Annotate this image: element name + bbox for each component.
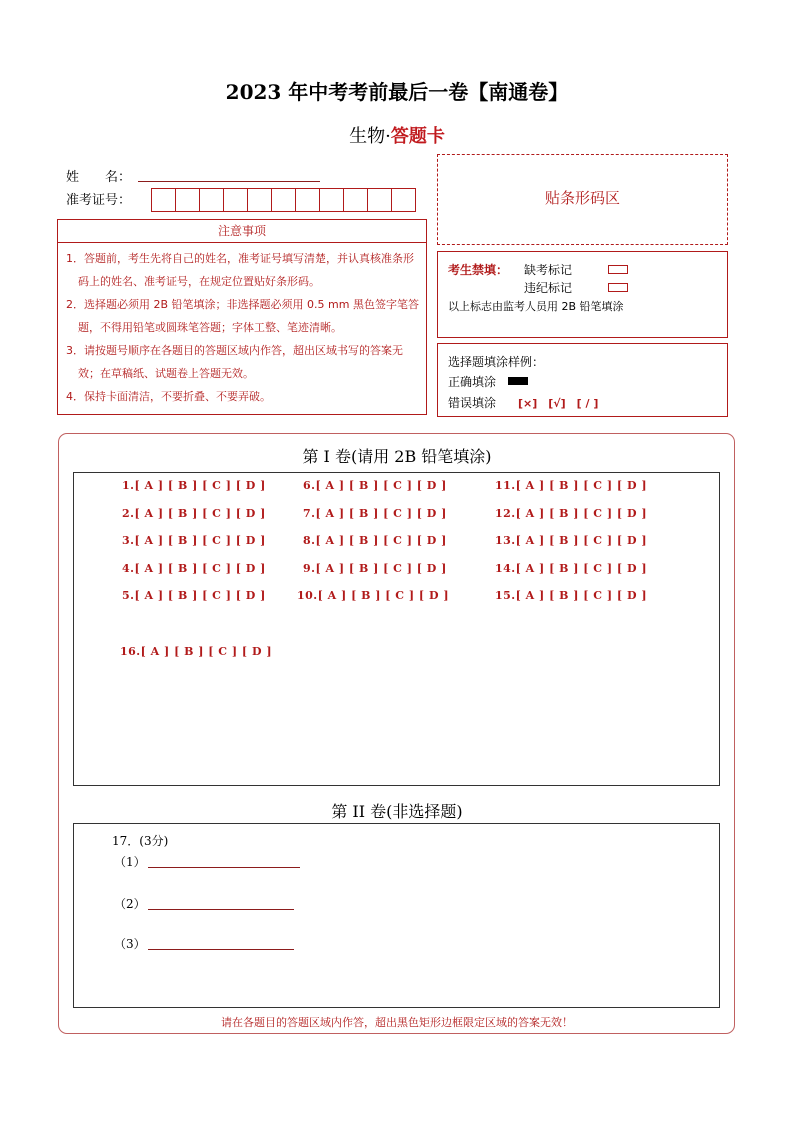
part1-title: 第 I 卷(请用 2B 铅笔填涂) bbox=[302, 447, 492, 466]
notice-item: 3．请按题号顺序在各题目的答题区域内作答，超出区域书写的答案无效；在草稿纸、试题卷上答题无效。 bbox=[66, 344, 403, 380]
id-digit-box[interactable] bbox=[199, 188, 224, 212]
choice-question[interactable]: 3.[ A ] [ B ] [ C ] [ D ] bbox=[122, 534, 266, 547]
page-subtitle bbox=[0, 122, 794, 148]
id-digit-box[interactable] bbox=[271, 188, 296, 212]
correct-fill-label: 正确填涂 bbox=[448, 375, 497, 389]
name-field[interactable] bbox=[138, 181, 320, 182]
id-digit-box[interactable] bbox=[223, 188, 248, 212]
wrong-fill-label: 错误填涂 bbox=[448, 396, 497, 410]
id-digit-box[interactable] bbox=[247, 188, 272, 212]
choice-question[interactable]: 14.[ A ] [ B ] [ C ] [ D ] bbox=[495, 562, 648, 575]
ban-label: 考生禁填： bbox=[448, 263, 509, 277]
blank-label: （2） bbox=[114, 897, 146, 911]
id-digit-box[interactable] bbox=[391, 188, 416, 212]
notice-panel bbox=[57, 219, 427, 415]
answer-card-label: 答题卡 bbox=[390, 126, 445, 147]
absent-label: 缺考标记 bbox=[524, 263, 573, 277]
choice-question[interactable]: 11.[ A ] [ B ] [ C ] [ D ] bbox=[495, 479, 648, 492]
choice-question[interactable]: 6.[ A ] [ B ] [ C ] [ D ] bbox=[303, 479, 447, 492]
page-title: 2023 年中考考前最后一卷【南通卷】 bbox=[225, 80, 569, 104]
blank-label: （1） bbox=[114, 855, 146, 869]
violation-label: 违纪标记 bbox=[524, 281, 573, 295]
fill-sample-panel bbox=[437, 343, 728, 417]
violation-mark-box[interactable] bbox=[608, 283, 628, 292]
question-17-label: 17．(3分) bbox=[112, 834, 169, 848]
answer-line[interactable] bbox=[148, 867, 300, 868]
choice-question[interactable]: 7.[ A ] [ B ] [ C ] [ D ] bbox=[303, 507, 447, 520]
footer-warning: 请在各题目的答题区域内作答，超出黑色矩形边框限定区域的答案无效！ bbox=[221, 1016, 573, 1029]
part2-title: 第 II 卷(非选择题) bbox=[331, 802, 463, 821]
id-number-boxes[interactable] bbox=[151, 188, 415, 212]
choice-question[interactable]: 16.[ A ] [ B ] [ C ] [ D ] bbox=[120, 645, 273, 658]
id-label: 准考证号： bbox=[66, 193, 132, 208]
subject-label: 生物· bbox=[349, 126, 391, 147]
correct-fill-mark bbox=[508, 377, 528, 385]
choice-question[interactable]: 5.[ A ] [ B ] [ C ] [ D ] bbox=[122, 589, 266, 602]
absent-mark-box[interactable] bbox=[608, 265, 628, 274]
choice-question[interactable]: 13.[ A ] [ B ] [ C ] [ D ] bbox=[495, 534, 648, 547]
notice-item: 1．答题前，考生先将自己的姓名，准考证号填写清楚，并认真核准条形码上的姓名、准考证号，在规定位置贴好条形码。 bbox=[66, 252, 414, 288]
blank-label: （3） bbox=[114, 937, 146, 951]
id-digit-box[interactable] bbox=[367, 188, 392, 212]
choice-question[interactable]: 4.[ A ] [ B ] [ C ] [ D ] bbox=[122, 562, 266, 575]
examiner-only-panel bbox=[437, 251, 728, 338]
id-digit-box[interactable] bbox=[319, 188, 344, 212]
choice-question[interactable]: 10.[ A ] [ B ] [ C ] [ D ] bbox=[297, 589, 450, 602]
multiple-choice-box bbox=[73, 472, 720, 786]
id-digit-box[interactable] bbox=[151, 188, 176, 212]
ban-note: 以上标志由监考人员用 2B 铅笔填涂 bbox=[448, 300, 624, 313]
free-response-box bbox=[73, 823, 720, 1008]
wrong-fill-marks: [×] [√] [ / ] bbox=[518, 397, 599, 410]
answer-line[interactable] bbox=[148, 949, 294, 950]
choice-question[interactable]: 15.[ A ] [ B ] [ C ] [ D ] bbox=[495, 589, 648, 602]
choice-question[interactable]: 12.[ A ] [ B ] [ C ] [ D ] bbox=[495, 507, 648, 520]
id-digit-box[interactable] bbox=[175, 188, 200, 212]
choice-question[interactable]: 1.[ A ] [ B ] [ C ] [ D ] bbox=[122, 479, 266, 492]
notice-item: 2．选择题必须用 2B 铅笔填涂；非选择题必须用 0.5 mm 黑色签字笔答题，不得用铅笔或圆珠笔答题；字体工整、笔迹清晰。 bbox=[66, 298, 419, 334]
id-digit-box[interactable] bbox=[343, 188, 368, 212]
id-digit-box[interactable] bbox=[295, 188, 320, 212]
choice-question[interactable]: 2.[ A ] [ B ] [ C ] [ D ] bbox=[122, 507, 266, 520]
answer-line[interactable] bbox=[148, 909, 294, 910]
choice-question[interactable]: 8.[ A ] [ B ] [ C ] [ D ] bbox=[303, 534, 447, 547]
sample-heading: 选择题填涂样例： bbox=[448, 355, 545, 369]
notice-heading: 注意事项 bbox=[58, 220, 426, 243]
choice-question[interactable]: 9.[ A ] [ B ] [ C ] [ D ] bbox=[303, 562, 447, 575]
notice-item: 4．保持卡面清洁，不要折叠、不要弄破。 bbox=[66, 390, 271, 403]
barcode-area[interactable]: 贴条形码区 bbox=[437, 154, 728, 245]
name-label: 姓 名： bbox=[66, 170, 132, 185]
